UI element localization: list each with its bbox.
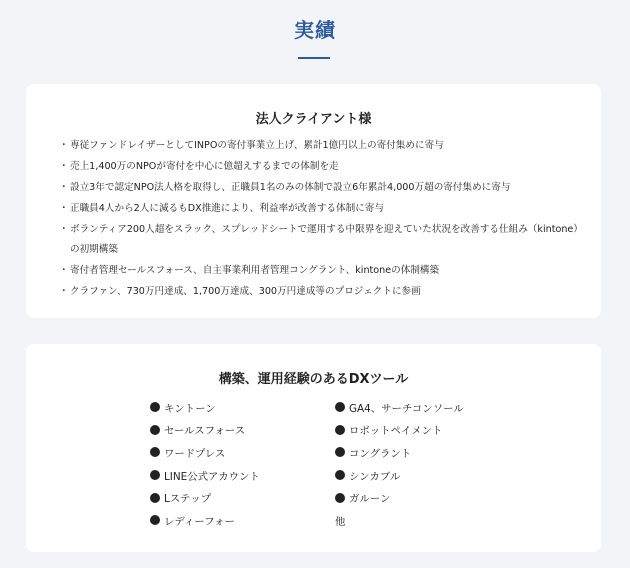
bullet-dot-icon xyxy=(150,447,160,457)
tool-item-line-official xyxy=(150,464,335,487)
bullet-dot: ・ xyxy=(59,265,69,276)
clients-list xyxy=(59,136,579,303)
bullet-dot-icon xyxy=(335,447,345,457)
list-item-text: 専従ファンドレイザーとしてINPOの寄付事業立上げ、累計1億円以上の寄付集めに寄与 xyxy=(70,140,444,151)
bullet-dot-icon xyxy=(335,470,345,480)
tools-grid xyxy=(150,396,510,532)
list-item-text: 設立3年で認定NPO法人格を取得し、正職員1名のみの体制で設立6年累計4,000万超の寄付集めに寄与 xyxy=(70,182,511,193)
bullet-dot-icon xyxy=(150,493,160,503)
tool-item-salesforce xyxy=(150,419,335,442)
tool-label: 他 xyxy=(335,515,346,528)
list-item-text: 寄付者管理セールスフォース、自主事業利用者管理コングラント、kintoneの体制構築 xyxy=(70,265,440,276)
list-item-text: ボランティア200人超をスラック、スプレッドシートで運用する中限界を迎えていた状況を改善する仕組み（kintone）の初期構築 xyxy=(70,224,579,255)
tool-item-readyfor xyxy=(150,509,335,532)
tool-item-wordpress xyxy=(150,441,335,464)
bullet-dot: ・ xyxy=(59,161,69,172)
tool-label: ガルーン xyxy=(349,493,391,506)
tool-item-congrant xyxy=(335,441,510,464)
bullet-dot: ・ xyxy=(59,286,69,297)
bullet-dot-icon xyxy=(150,402,160,412)
list-item-text: 正職員4人から2人に減るもDX推進により、利益率が改善する体制に寄与 xyxy=(70,203,384,214)
bullet-dot: ・ xyxy=(59,140,69,151)
tool-label: GA4、サーチコンソール xyxy=(349,402,464,415)
list-item xyxy=(59,178,579,198)
bullet-dot: ・ xyxy=(59,203,69,214)
tool-label: Lステップ xyxy=(164,493,212,506)
list-item xyxy=(59,199,579,219)
tool-label: レディーフォー xyxy=(164,515,235,528)
bullet-dot-icon xyxy=(150,470,160,480)
list-item xyxy=(59,282,579,302)
tool-label: セールスフォース xyxy=(164,425,246,438)
list-item xyxy=(59,220,579,260)
tool-label: シンカブル xyxy=(349,470,401,483)
bullet-dot: ・ xyxy=(59,182,69,193)
tool-label: コングラント xyxy=(349,447,412,460)
tool-label: LINE公式アカウント xyxy=(164,470,260,483)
clients-heading: 法人クライアント様 xyxy=(255,112,372,127)
bullet-dot-icon xyxy=(335,402,345,412)
tools-heading: 構築、運用経験のあるDXツール xyxy=(218,372,409,387)
section-title: 実績 xyxy=(294,18,336,42)
clients-card xyxy=(26,84,601,318)
list-item xyxy=(59,261,579,281)
bullet-dot-icon xyxy=(150,425,160,435)
tool-item-syncable xyxy=(335,464,510,487)
tool-item-ga4 xyxy=(335,396,510,419)
tool-item-others xyxy=(335,509,510,532)
list-item xyxy=(59,157,579,177)
list-item-text: 売上1,400万のNPOが寄付を中心に億超えするまでの体制を走 xyxy=(70,161,339,172)
tool-item-robot-payment xyxy=(335,419,510,442)
tool-item-lstep xyxy=(150,486,335,509)
tool-label: ロボットペイメント xyxy=(349,425,443,438)
list-item-text: クラファン、730万円達成、1,700万達成、300万円達成等のプロジェクトに参画 xyxy=(70,286,421,297)
tool-item-kintone xyxy=(150,396,335,419)
bullet-dot-icon xyxy=(150,515,160,525)
bullet-dot-icon xyxy=(335,493,345,503)
tool-item-garoon xyxy=(335,486,510,509)
bullet-dot: ・ xyxy=(59,224,69,235)
tool-label: キントーン xyxy=(164,402,216,415)
bullet-dot-icon xyxy=(335,425,345,435)
title-underline xyxy=(298,57,330,59)
tool-label: ワードプレス xyxy=(164,447,226,460)
tools-card xyxy=(26,344,601,552)
list-item xyxy=(59,136,579,156)
